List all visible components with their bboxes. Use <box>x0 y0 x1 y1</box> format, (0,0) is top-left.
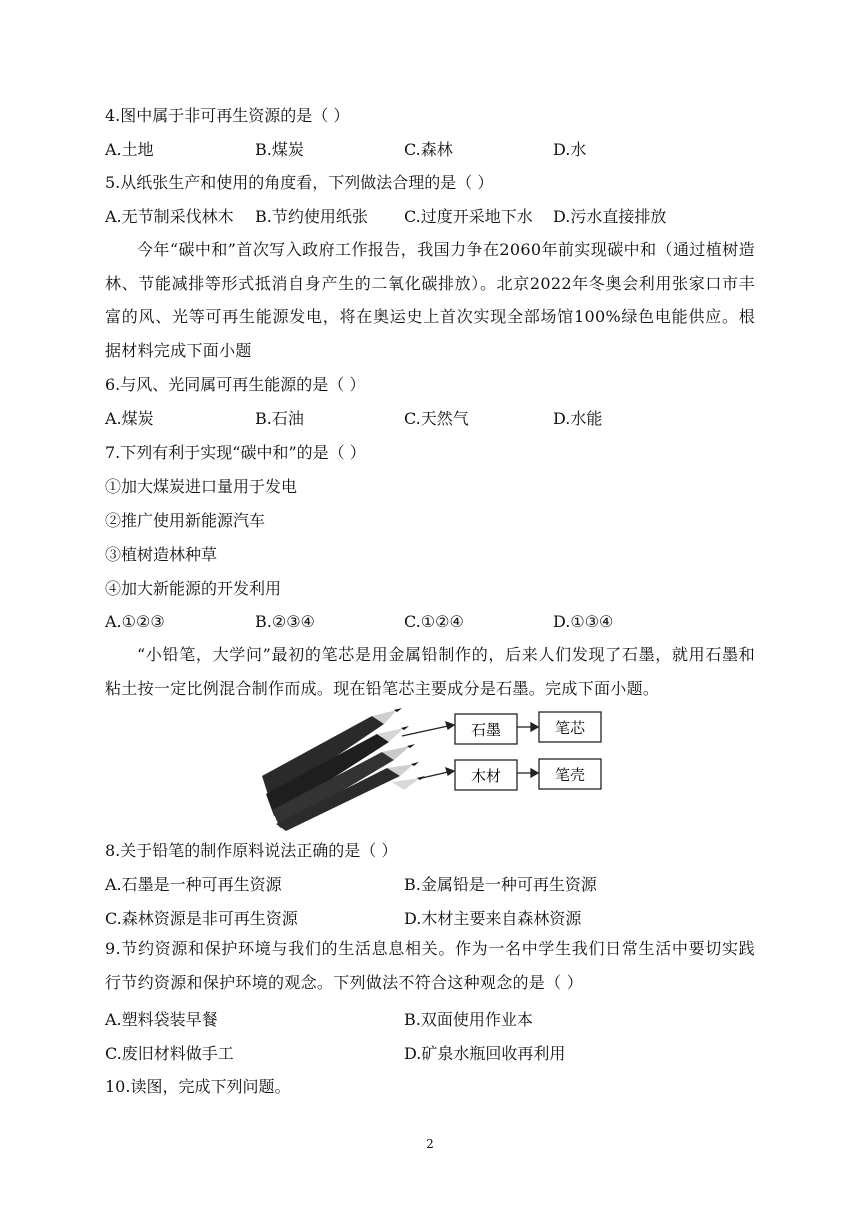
label-pencil-shell: 笔壳 <box>554 766 586 784</box>
q7-item-3: ③植树造林种草 <box>105 545 218 564</box>
q4-option-d: D.水 <box>553 140 587 159</box>
q6-option-b: B.石油 <box>255 409 304 428</box>
q6-stem: 6.与风、光同属可再生能源的是（ ） <box>105 375 366 394</box>
q7-option-b: B.②③④ <box>255 612 315 631</box>
pencils-photo <box>262 708 425 831</box>
q9-option-d: D.矿泉水瓶回收再利用 <box>404 1044 566 1063</box>
q5-option-b: B.节约使用纸张 <box>255 207 368 226</box>
q9-option-a: A.塑料袋装早餐 <box>105 1010 218 1029</box>
q5-option-a: A.无节制采伐林木 <box>105 207 234 226</box>
passage-carbon-neutral: 今年“碳中和”首次写入政府工作报告，我国力争在2060年前实现碳中和（通过植树造林、节能减排等形式抵消自身产生的二氧化碳排放）。北京2022年冬奥会利用张家口市丰富的风、光等可再生能源发电，将在奥运史上首次实现全部场馆100%绿色电能供应。根据材料完成下面小题 <box>105 240 755 360</box>
label-graphite: 石墨 <box>470 721 502 739</box>
q9-stem: 9.节约资源和保护环境与我们的生活息息相关。作为一名中学生我们日常生活中要切实践行节约资源和保护环境的观念。下列做法不符合这种观念的是（ ） <box>105 939 755 992</box>
q7-option-d: D.①③④ <box>553 612 614 631</box>
q7-option-c: C.①②④ <box>404 612 464 631</box>
q9-option-c: C.废旧材料做手工 <box>105 1044 234 1063</box>
q6-option-d: D.水能 <box>553 409 603 428</box>
q9-option-b: B.双面使用作业本 <box>404 1010 533 1029</box>
q7-option-a: A.①②③ <box>105 612 165 631</box>
q5-stem: 5.从纸张生产和使用的角度看，下列做法合理的是（ ） <box>105 173 494 192</box>
q8-option-d: D.木材主要来自森林资源 <box>404 909 582 928</box>
q4-option-a: A.土地 <box>105 140 154 159</box>
q8-stem: 8.关于铅笔的制作原料说法正确的是（ ） <box>105 841 398 860</box>
q8-option-a: A.石墨是一种可再生资源 <box>105 875 282 894</box>
q10-stem: 10.读图，完成下列问题。 <box>105 1077 291 1096</box>
q8-option-c: C.森林资源是非可再生资源 <box>105 909 298 928</box>
q4-stem: 4.图中属于非可再生资源的是（ ） <box>105 106 350 125</box>
q4-option-c: C.森林 <box>404 140 453 159</box>
q7-item-1: ①加大煤炭进口量用于发电 <box>105 477 298 496</box>
q5-option-d: D.污水直接排放 <box>553 207 667 226</box>
q7-item-2: ②推广使用新能源汽车 <box>105 511 266 530</box>
q7-item-4: ④加大新能源的开发利用 <box>105 579 282 598</box>
q7-stem: 7.下列有利于实现“碳中和”的是（ ） <box>105 443 366 462</box>
page-number: 2 <box>426 1137 434 1151</box>
label-pencil-lead: 笔芯 <box>554 719 586 737</box>
pencil-figure <box>262 706 607 831</box>
q6-option-c: C.天然气 <box>404 409 469 428</box>
q8-option-b: B.金属铅是一种可再生资源 <box>404 875 597 894</box>
q4-option-b: B.煤炭 <box>255 140 304 159</box>
q6-option-a: A.煤炭 <box>105 409 154 428</box>
q5-option-c: C.过度开采地下水 <box>404 207 533 226</box>
passage-pencil: “小铅笔，大学问”最初的笔芯是用金属铅制作的，后来人们发现了石墨，就用石墨和粘土按一定比例混合制作而成。现在铅笔芯主要成分是石墨。完成下面小题。 <box>105 645 755 698</box>
label-wood: 木材 <box>470 767 502 785</box>
